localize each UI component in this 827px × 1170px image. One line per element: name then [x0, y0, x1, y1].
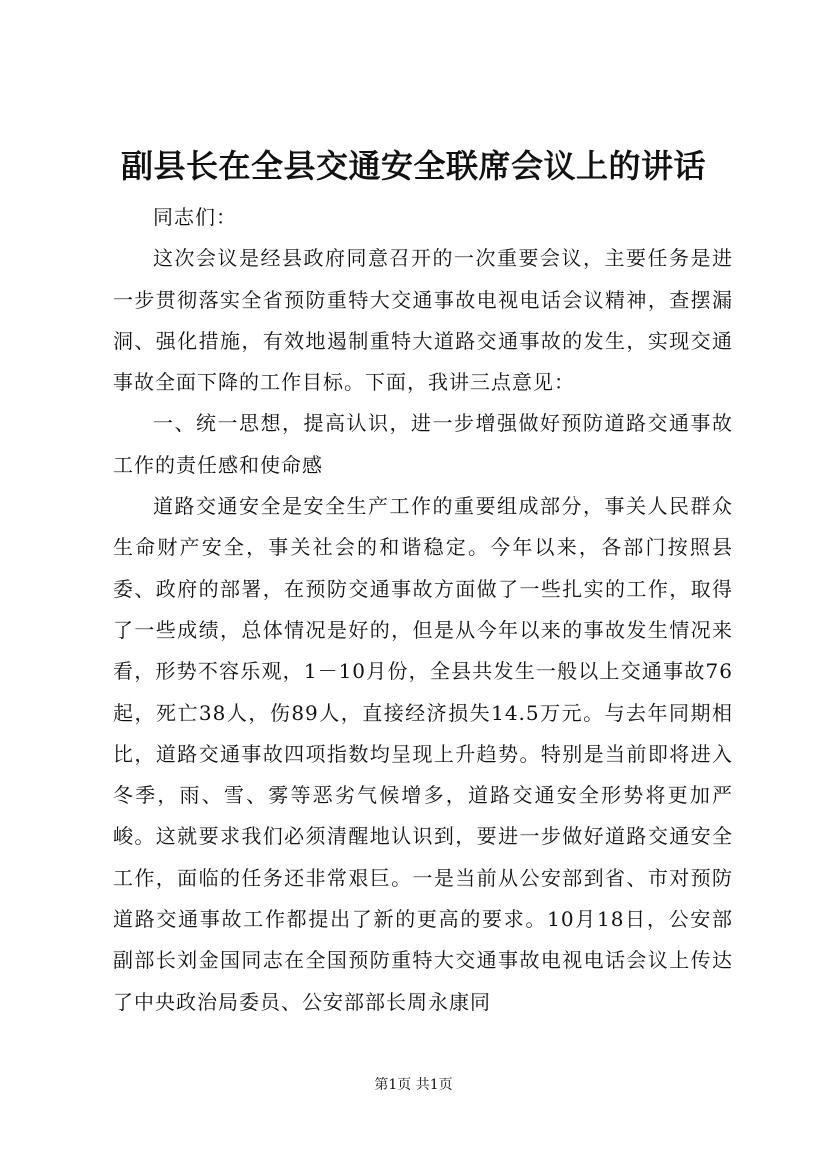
section-heading-1: 一、统一思想，提高认识，进一步增强做好预防道路交通事故工作的责任感和使命感: [113, 411, 733, 477]
document-title: 副县长在全县交通安全联席会议上的讲话: [120, 147, 706, 185]
paragraph-safety-status: 道路交通安全是安全生产工作的重要组成部分，事关人民群众生命财产安全，事关社会的和谐稳定。今年以来，各部门按照县委、政府的部署，在预防交通事故方面做了一些扎实的工作，取得了一些成绩，总体情况是好的，但是从今年以来的事故发生情况来看，形势不容乐观，1－10月份，全县共发生一般以上交通事故76起，死亡38人，伤89人，直接经济损失14.5万元。与去年同期相比，道路交通事故四项指数均呈现上升趋势。特别是当前即将进入冬季，雨、雪、雾等恶劣气候增多，道路交通安全形势将更加严峻。这就要求我们必须清醒地认识到，要进一步做好道路交通安全工作，面临的任务还非常艰巨。一是当前从公安部到省、市对预防道路交通事故工作都提出了新的更高的要求。10月18日，公安部副部长刘金国同志在全国预防重特大交通事故电视电话会议上传达了中央政治局委员、公安部部长周永康同: [113, 494, 733, 1014]
document-body: [113, 197, 733, 1023]
salutation: 同志们：: [153, 205, 237, 229]
page-footer: 第1页 共1页: [374, 1077, 453, 1093]
paragraph-intro: 这次会议是经县政府同意召开的一次重要会议，主要任务是进一步贯彻落实全省预防重特大交通事故电视电话会议精神，查摆漏洞、强化措施，有效地遏制重特大道路交通事故的发生，实现交通事故全面下降的工作目标。下面，我讲三点意见：: [113, 246, 733, 395]
